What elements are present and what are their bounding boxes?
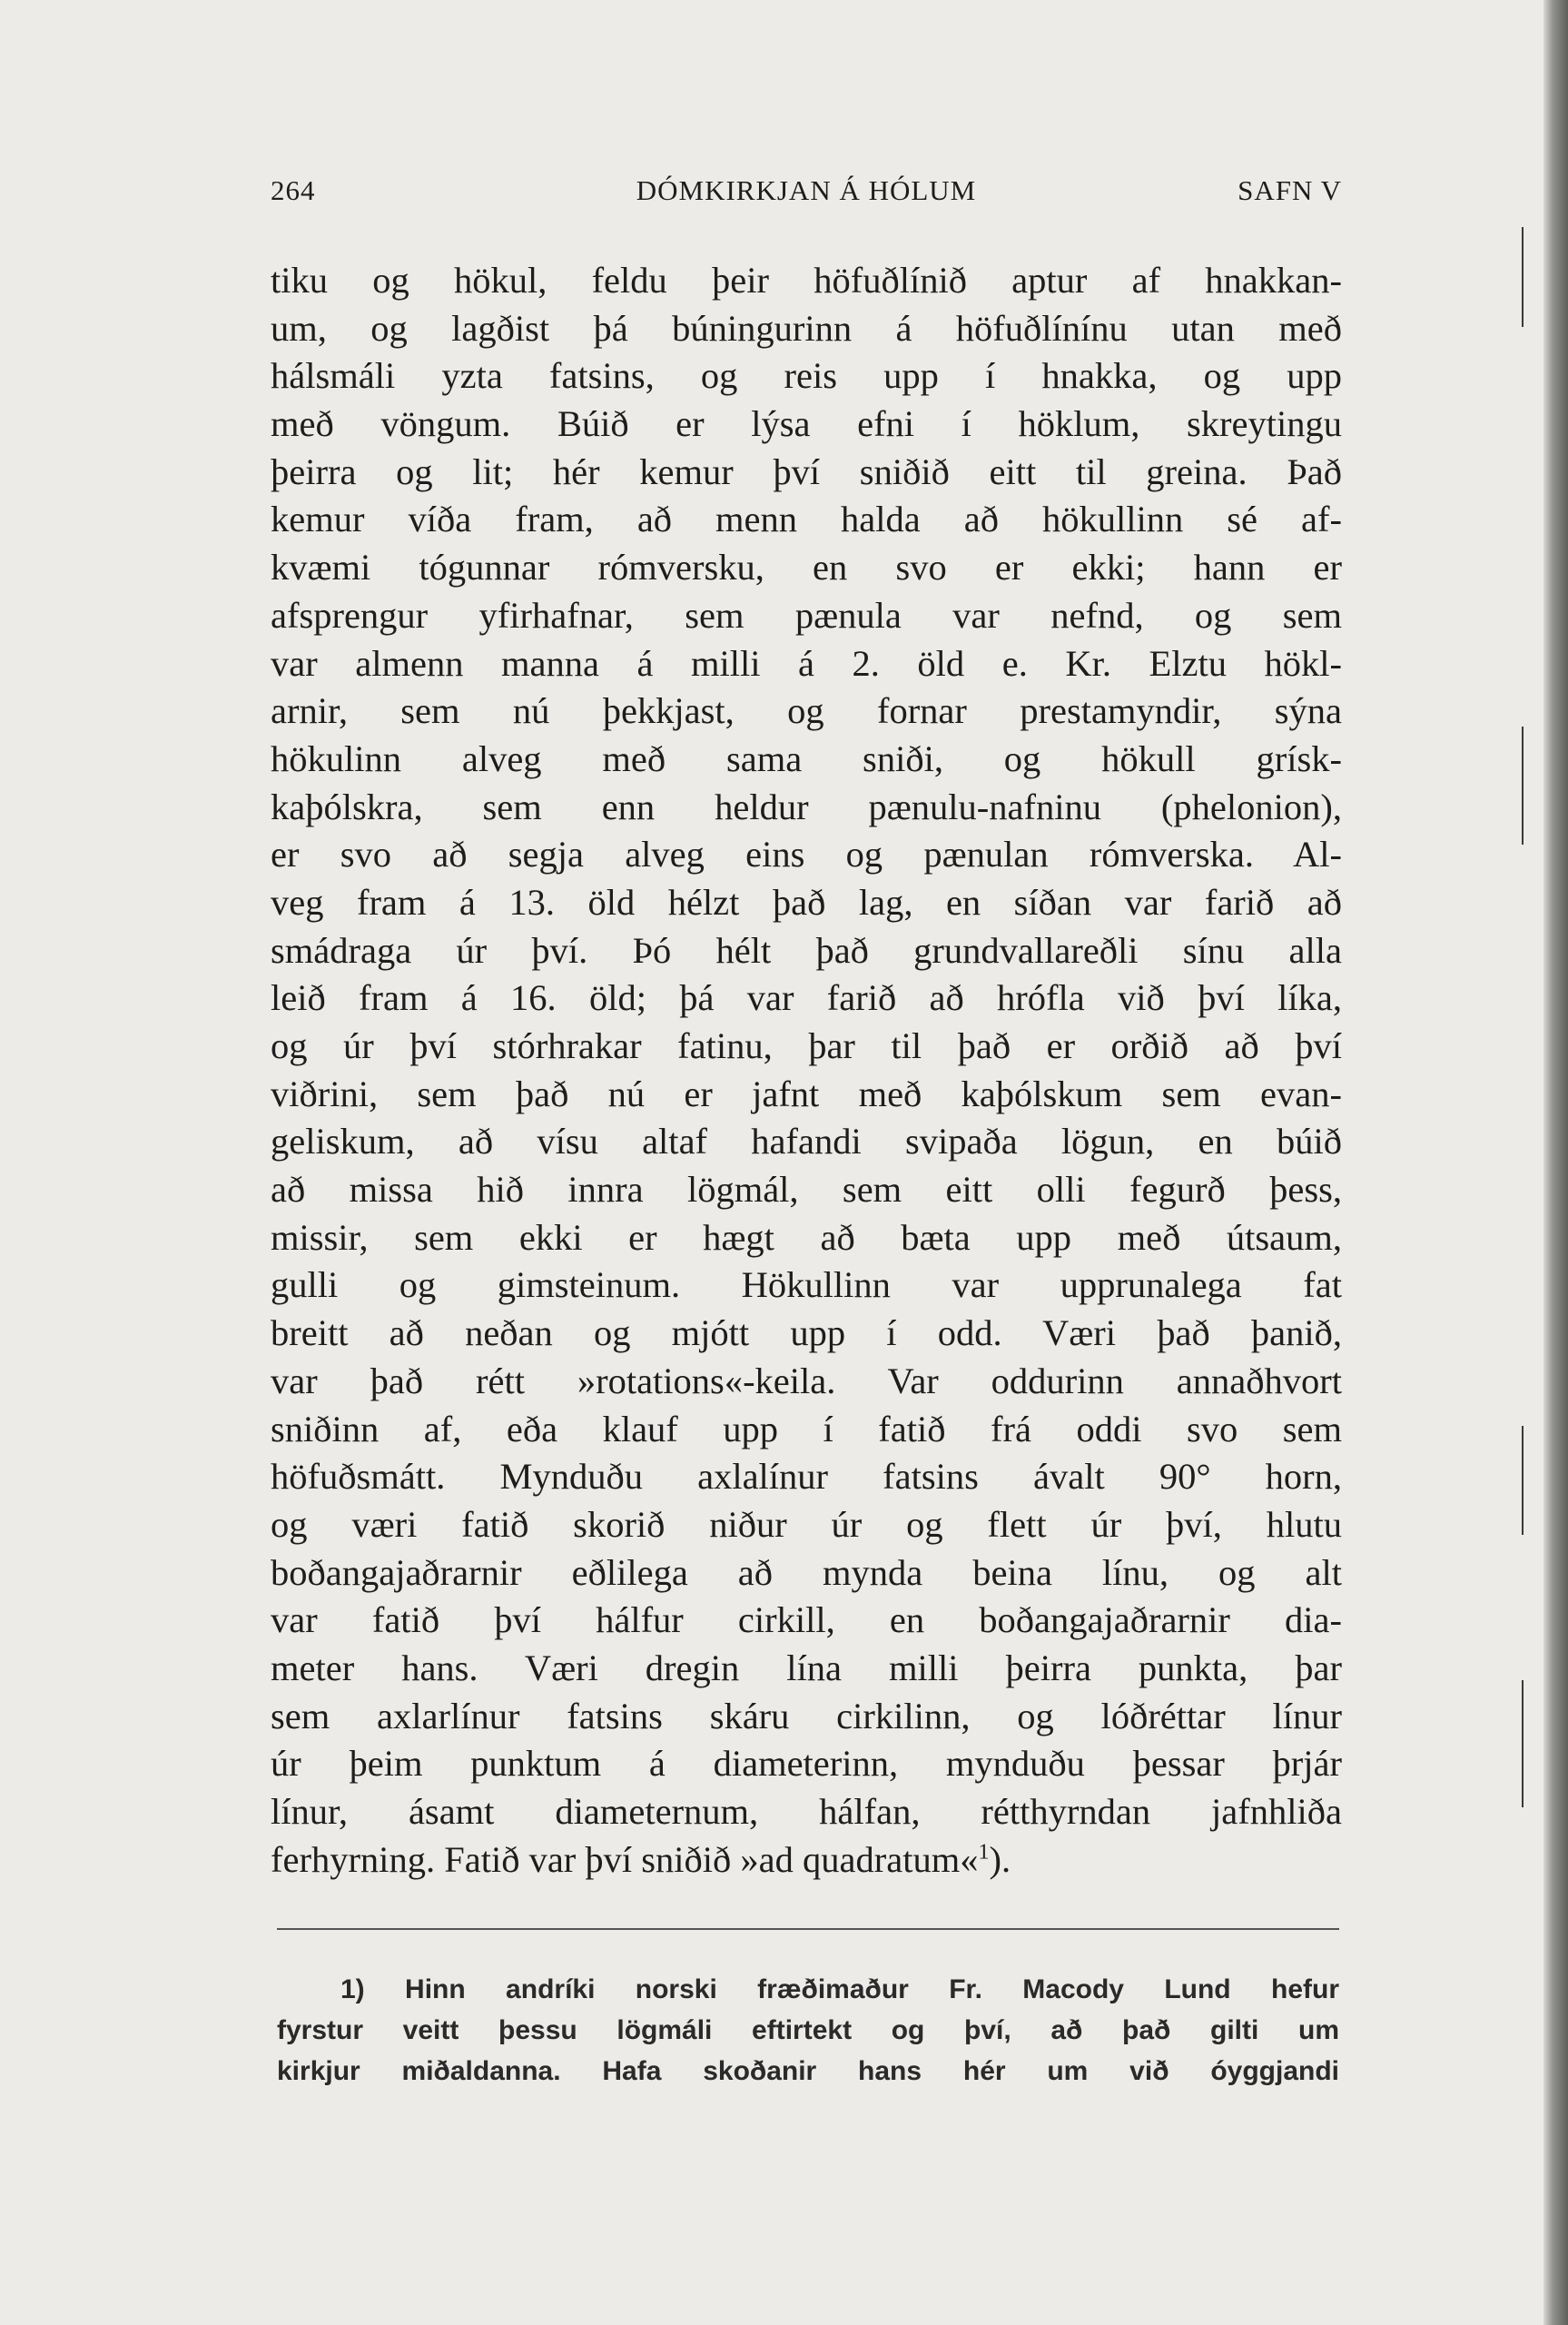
text-line: að missa hið innra lögmál, sem eitt olli fegurð þess, xyxy=(271,1169,1342,1211)
footnote-separator xyxy=(277,1928,1339,1930)
page-edge-mark xyxy=(1522,1680,1524,1807)
page-header xyxy=(271,174,1342,220)
page-number: 264 xyxy=(271,174,316,206)
text-line: sem axlarlínur fatsins skáru cirkilinn, og lóðréttar línur xyxy=(271,1695,1342,1736)
text-line: og væri fatið skorið niður úr og flett úr því, hlutu xyxy=(271,1503,1342,1545)
page-edge-mark xyxy=(1522,1426,1524,1535)
text-line: breitt að neðan og mjótt upp í odd. Væri það þanið, xyxy=(271,1312,1342,1354)
text-line: geliskum, að vísu altaf hafandi svipaða lögun, en búið xyxy=(271,1121,1342,1162)
text-line: kvæmi tógunnar rómversku, en svo er ekki; hann er xyxy=(271,547,1342,589)
last-line-text: ferhyrning. Fatið var því sniðið »ad quadratum« xyxy=(271,1838,979,1880)
text-line: kemur víða fram, að menn halda að hökullinn sé af- xyxy=(271,499,1342,540)
text-line: er svo að segja alveg eins og pænulan rómverska. Al- xyxy=(271,834,1342,876)
text-line: var fatið því hálfur cirkill, en boðangajaðrarnir dia- xyxy=(271,1599,1342,1641)
text-line: afsprengur yfirhafnar, sem pænula var nefnd, og sem xyxy=(271,594,1342,636)
text-line: um, og lagðist þá búningurinn á höfuðlínínu utan með xyxy=(271,307,1342,349)
footnote-reference[interactable]: 1 xyxy=(978,1840,990,1865)
text-line: arnir, sem nú þekkjast, og fornar prestamyndir, sýna xyxy=(271,690,1342,732)
last-line-close: ). xyxy=(989,1838,1011,1880)
running-title: DÓMKIRKJAN Á HÓLUM xyxy=(636,174,977,206)
text-line: sniðinn af, eða klauf upp í fatið frá oddi svo sem xyxy=(271,1408,1342,1449)
text-line: með vöngum. Búið er lýsa efni í höklum, skreytingu xyxy=(271,403,1342,445)
text-line: hökulinn alveg með sama sniði, og hökull grísk- xyxy=(271,737,1342,779)
text-line: var almenn manna á milli á 2. öld e. Kr. Elztu hökl- xyxy=(271,642,1342,684)
footnote-block xyxy=(277,1969,1339,2092)
text-line: hálsmáli yzta fatsins, og reis upp í hnakka, og upp xyxy=(271,355,1342,397)
text-line: leið fram á 16. öld; þá var farið að hrófla við því líka, xyxy=(271,977,1342,1019)
text-line: úr þeim punktum á diameterinn, mynduðu þessar þrjár xyxy=(271,1743,1342,1785)
text-line: viðrini, sem það nú er jafnt með kaþólskum sem evan- xyxy=(271,1073,1342,1114)
text-line: tiku og hökul, feldu þeir höfuðlínið aptur af hnakkan- xyxy=(271,260,1342,301)
footnote-line: 1) Hinn andríki norski fræðimaður Fr. Macody Lund hefur xyxy=(340,1974,1339,2004)
page-binding-shadow xyxy=(1543,0,1568,2325)
footnote-line: fyrstur veitt þessu lögmáli eftirtekt og því, að það gilti um xyxy=(277,2015,1339,2045)
text-line: veg fram á 13. öld hélzt það lag, en síðan var farið að xyxy=(271,881,1342,923)
body-text xyxy=(271,257,1342,1884)
page-edge-mark xyxy=(1522,727,1524,845)
page-edge-mark xyxy=(1522,227,1524,327)
text-line: þeirra og lit; hér kemur því sniðið eitt til greina. Það xyxy=(271,450,1342,492)
text-line: og úr því stórhrakar fatinu, þar til það er orðið að því xyxy=(271,1025,1342,1066)
text-line-last xyxy=(271,1836,1342,1885)
text-line: kaþólskra, sem enn heldur pænulu-nafninu (phelonion), xyxy=(271,786,1342,827)
section-label: SAFN V xyxy=(1238,174,1342,206)
text-line: meter hans. Væri dregin lína milli þeirra punkta, þar xyxy=(271,1647,1342,1688)
text-line: missir, sem ekki er hægt að bæta upp með útsaum, xyxy=(271,1216,1342,1258)
text-line: línur, ásamt diameternum, hálfan, rétthyrndan jafnhliða xyxy=(271,1791,1342,1832)
text-line: höfuðsmátt. Mynduðu axlalínur fatsins ávalt 90° horn, xyxy=(271,1456,1342,1498)
text-line: gulli og gimsteinum. Hökullinn var upprunalega fat xyxy=(271,1264,1342,1306)
footnote-line: kirkjur miðaldanna. Hafa skoðanir hans hér um við óyggjandi xyxy=(277,2056,1339,2086)
text-line: boðangajaðrarnir eðlilega að mynda beina línu, og alt xyxy=(271,1551,1342,1593)
text-line: var það rétt »rotations«-keila. Var oddurinn annaðhvort xyxy=(271,1360,1342,1401)
text-line: smádraga úr því. Þó hélt það grundvallareðli sínu alla xyxy=(271,929,1342,971)
